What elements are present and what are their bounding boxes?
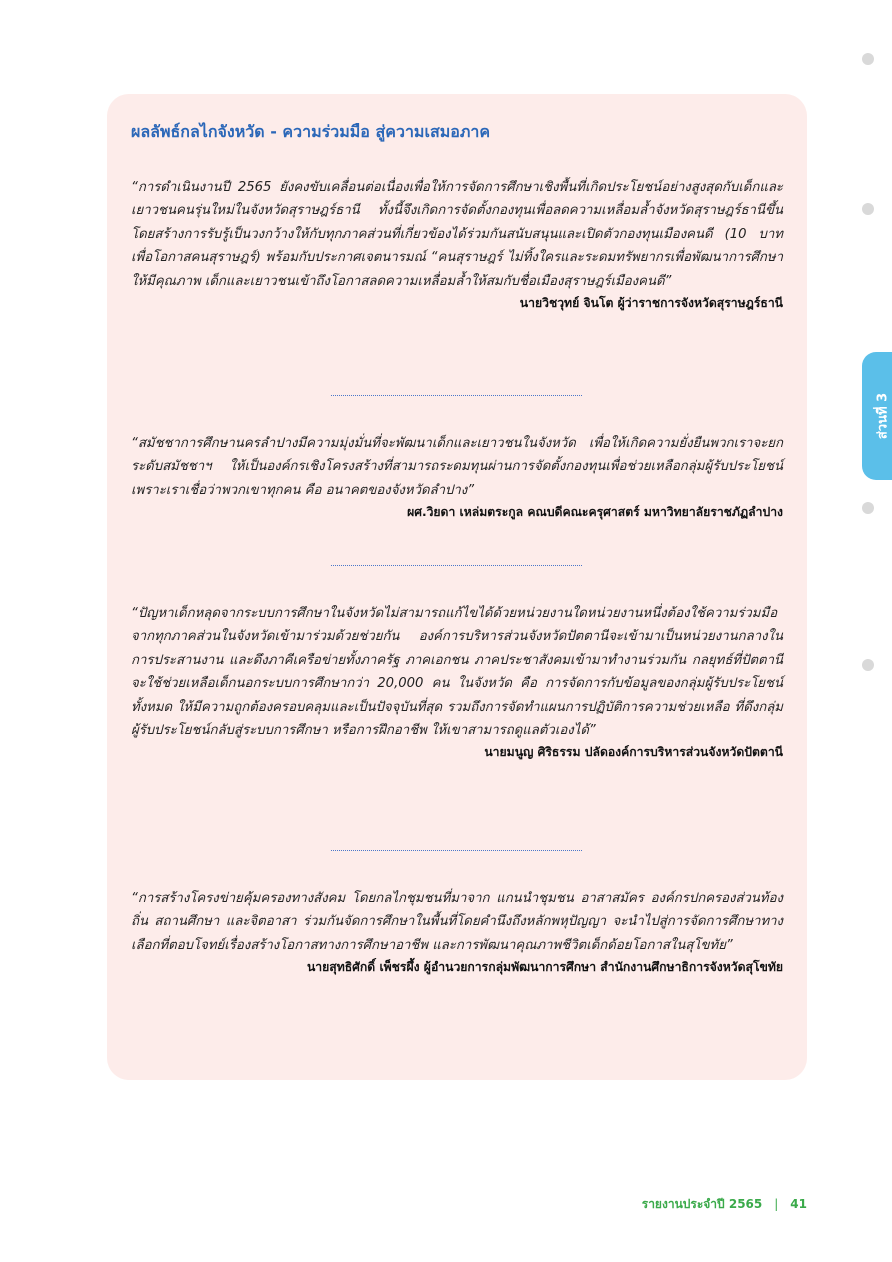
- quote-author: นายวิชวุทย์ จินโต ผู้ว่าราชการจังหวัดสุราษฎร์ธานี: [519, 296, 783, 311]
- quote-text: “การดำเนินงานปี 2565 ยังคงขับเคลื่อนต่อเนื่องเพื่อให้การจัดการศึกษาเชิงพื้นที่เกิดประโยชน์อย่างสูงสุดกับเด็กและเยาวชนคนรุ่นใหม่ในจังหวัดสุราษฎร์ธานี ทั้งนี้จึงเกิดการจัดตั้งกองทุนเพื่อลดความเหลื่อมล้ำจังหวัดสุราษฎร์ธานีขึ้น โดยสร้างการรับรู้เป็นวงกว้างให้กับทุกภาคส่วนที่เกี่ยวข้องได้ร่วมกันสนับสนุนและเปิดตัวกองทุนเมืองคนดี (10 บาท เพื่อโอกาสคนสุราษฎร์) พร้อมกับประกาศเจตนารมณ์ “คนสุราษฎร์ ไม่ทิ้งใครและระดมทรัพยากรเพื่อพัฒนาการศึกษาให้มีคุณภาพ เด็กและเยาวชนเข้าถึงโอกาสลดความเหลื่อมล้ำให้สมกับชื่อเมืองสุราษฎร์เมืองคนดี”: [131, 180, 783, 289]
- quote-block: [131, 602, 783, 761]
- quote-divider: [331, 395, 582, 396]
- page-number: 41: [790, 1197, 807, 1211]
- section-tab-label: ส่วนที่ 3: [875, 392, 891, 440]
- quote-author: นายมนูญ ศิริธรรม ปลัดองค์การบริหารส่วนจังหวัดปัตตานี: [484, 745, 783, 760]
- quote-block: [131, 887, 783, 976]
- panel-title: ผลลัพธ์กลไกจังหวัด - ความร่วมมือ สู่ความเสมอภาค: [131, 122, 491, 141]
- footer-separator: |: [774, 1197, 779, 1211]
- section-tab: [862, 352, 892, 480]
- side-dot: [862, 502, 874, 514]
- side-dot: [862, 203, 874, 215]
- quote-text: “ปัญหาเด็กหลุดจากระบบการศึกษาในจังหวัดไม่สามารถแก้ไขได้ด้วยหน่วยงานใดหน่วยงานหนึ่งต้องใช้ความร่วมมือจากทุกภาคส่วนในจังหวัดเข้ามาร่วมด้วยช่วยกัน องค์การบริหารส่วนจังหวัดปัตตานีจะเข้ามาเป็นหน่วยงานกลางในการประสานงาน และดึงภาคีเครือข่ายทั้งภาครัฐ ภาคเอกชน ภาคประชาสังคมเข้ามาทำงานร่วมกัน กลยุทธ์ที่ปัตตานีจะใช้ช่วยเหลือเด็กนอกระบบการศึกษากว่า 20,000 คน ในจังหวัด คือ การจัดการกับข้อมูลของกลุ่มผู้รับประโยชน์ทั้งหมด ให้มีความถูกต้องครอบคลุมและเป็นปัจจุบันที่สุด รวมถึงการจัดทำแผนการปฏิบัติการความช่วยเหลือ ที่ดึงกลุ่มผู้รับประโยชน์กลับสู่ระบบการศึกษา หรือการฝึกอาชีพ ให้เขาสามารถดูแลตัวเองได้”: [131, 606, 783, 739]
- quote-text: “สมัชชาการศึกษานครลำปางมีความมุ่งมั่นที่จะพัฒนาเด็กและเยาวชนในจังหวัด เพื่อให้เกิดความยั่งยืนพวกเราจะยกระดับสมัชชาฯ ให้เป็นองค์กรเชิงโครงสร้างที่สามารถระดมทุนผ่านการจัดตั้งกองทุนเพื่อช่วยเหลือกลุ่มผู้รับประโยชน์ เพราะเราเชื่อว่าพวกเขาทุกคน คือ อนาคตของจังหวัดลำปาง”: [131, 436, 783, 498]
- quote-text: “การสร้างโครงข่ายคุ้มครองทางสังคม โดยกลไกชุมชนที่มาจาก แกนนำชุมชน อาสาสมัคร องค์กรปกครองส่วนท้องถิ่น สถานศึกษา และจิตอาสา ร่วมกันจัดการศึกษาในพื้นที่โดยคำนึงถึงหลักพหุปัญญา จะนำไปสู่การจัดการศึกษาทางเลือกที่ตอบโจทย์เรื่องสร้างโอกาสทางการศึกษาอาชีพ และการพัฒนาคุณภาพชีวิตเด็กด้อยโอกาสในสุโขทัย”: [131, 891, 783, 953]
- quote-block: [131, 432, 783, 521]
- quote-divider: [331, 850, 582, 851]
- side-dot: [862, 53, 874, 65]
- quotes-panel: [107, 94, 807, 1080]
- quote-divider: [331, 565, 582, 566]
- quote-block: [131, 176, 783, 312]
- page-footer: [600, 1195, 807, 1214]
- quote-author: นายสุทธิศักดิ์ เพ็ชรผึ้ง ผู้อำนวยการกลุ่มพัฒนาการศึกษา สำนักงานศึกษาธิการจังหวัดสุโขทัย: [306, 960, 783, 975]
- footer-report-title: รายงานประจำปี 2565: [641, 1197, 763, 1211]
- quote-author: ผศ.วิยดา เหล่มตระกูล คณบดีคณะครุศาสตร์ มหาวิทยาลัยราชภัฏลำปาง: [407, 505, 783, 520]
- side-dot: [862, 659, 874, 671]
